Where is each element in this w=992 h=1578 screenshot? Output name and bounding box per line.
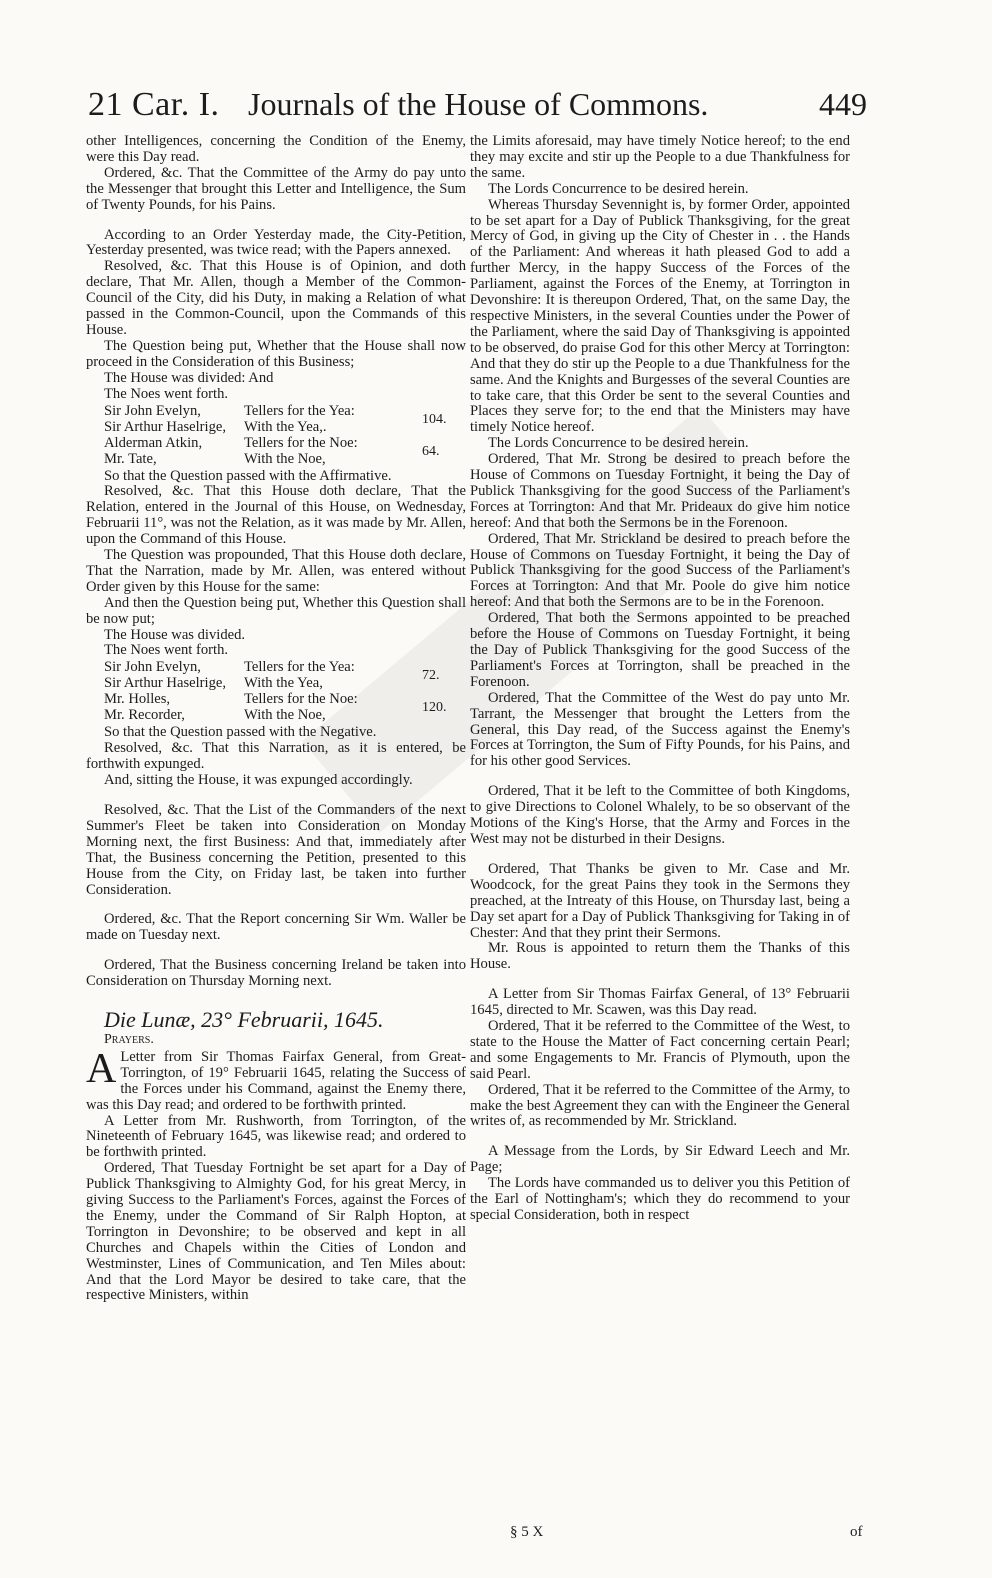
- paragraph: So that the Question passed with the Affirmative.: [104, 467, 392, 484]
- paragraph: Ordered, That both the Sermons appointed to be preached before the House of Commons on Tuesday Fortnight, it being the Day of Publick Thanksgiving for the good Success of the Parliament's Forces at Torrington, shall be preached in the Forenoon.: [470, 610, 850, 690]
- paragraph: And, sitting the House, it was expunged accordingly.: [104, 772, 413, 789]
- paragraph-text: Letter from Sir Thomas Fairfax General, from Great-Torrington, of 19° Februarii 1645, relating the Success of the Forces under his Command, against the Enemy there, was this Day read; and ordered to be forthwith printed.: [86, 1048, 466, 1113]
- division-tellers: [104, 404, 466, 468]
- paragraph: Resolved, &c. That this House doth declare, That the Relation, entered in the Journal of this House, on Wednesday, Februarii 11°, was not the Relation, as it was made by Mr. Allen, upon the Command of this House.: [86, 483, 466, 548]
- paragraph: Ordered, That the Business concerning Ireland be taken into Consideration on Thursday Morning next.: [86, 957, 466, 990]
- teller-name: Sir Arthur Haselrige,: [104, 675, 226, 692]
- journal-title: Journals of the House of Commons.: [248, 86, 709, 122]
- vote-count-noe: 120.: [422, 700, 447, 716]
- teller-role: Tellers for the Noe:: [244, 434, 358, 451]
- vote-count-yea: 104.: [422, 411, 447, 427]
- paragraph: A Letter from Mr. Rushworth, from Torrington, of the Nineteenth of February 1645, was likewise read; and ordered to be forthwith printed.: [86, 1112, 466, 1161]
- paragraph: the Limits aforesaid, may have timely Notice hereof; to the end they may excite and stir up the People to a due Thankfulness for the same.: [470, 133, 850, 181]
- vote-count-noe: 64.: [422, 443, 440, 459]
- paragraph: Mr. Rous is appointed to return them the Thanks of this House.: [470, 940, 850, 973]
- paragraph: Ordered, &c. That the Report concerning Sir Wm. Waller be made on Tuesday next.: [86, 911, 466, 944]
- vote-count-yea: 72.: [422, 668, 440, 684]
- page-number: 449: [819, 86, 867, 122]
- paragraph: And then the Question being put, Whether this Question shall be now put;: [86, 594, 466, 627]
- paragraph: The Question was propounded, That this House doth declare, That the Narration, made by Mr. Allen, was entered without Order given by this House for the same:: [86, 547, 466, 595]
- paragraph: Ordered, That Thanks be given to Mr. Case and Mr. Woodcock, for the great Pains they took in the Sermons they preached, at the Intreaty of this House, on Thursday last, being a Day set apart for a Day of Publick Thanksgiving for Taking in of Chester: And that they print their Sermons.: [470, 860, 850, 941]
- catchword: of: [850, 1524, 863, 1540]
- day-heading: Die Lunæ, 23° Februarii, 1645.: [104, 1007, 384, 1033]
- reign-label: 21 Car. I.: [88, 86, 220, 123]
- paragraph: Ordered, That it be referred to the Committee of the West, to state to the House the Matter of Fact concerning certain Pearl; and some Engagements to Mr. Francis of Plymouth, upon the said Pearl.: [470, 1018, 850, 1082]
- signature-mark: § 5 X: [510, 1524, 544, 1540]
- teller-role: Tellers for the Noe:: [244, 691, 358, 708]
- teller-role: With the Yea,.: [244, 418, 327, 435]
- paragraph: other Intelligences, concerning the Condition of the Enemy, were this Day read.: [86, 133, 466, 165]
- paragraph: The Lords Concurrence to be desired herein.: [488, 180, 749, 197]
- teller-role: Tellers for the Yea:: [244, 659, 355, 676]
- prayers-heading: Prayers.: [104, 1031, 154, 1047]
- paragraph: The House was divided.: [104, 626, 246, 643]
- paragraph: The Lords have commanded us to deliver you this Petition of the Earl of Nottingham's; which they do recommend to your special Consideration, both in respect: [470, 1175, 850, 1223]
- teller-name: Alderman Atkin,: [104, 434, 203, 451]
- paragraph: Ordered, That Tuesday Fortnight be set apart for a Day of Publick Thanksgiving to Almighty God, for his great Mercy, in giving Success to the Parliament's Forces, against the Forces of the Enemy, under the Command of Sir Ralph Hopton, at Torrington in Devonshire; to be observed and kept in all Churches and Chapels within the Cities of London and Westminster, Lines of Communication, and Ten Miles about: And that the Lord Mayor be desired to take care, that the respective Ministers, within: [86, 1160, 466, 1304]
- paragraph: Ordered, That the Committee of the West do pay unto Mr. Tarrant, the Messenger that brought the Letters from the General, this Day read, of the Success against the Enemy's Forces at Torrington, the Sum of Fifty Pounds, for his Pains, and for his other good Services.: [470, 689, 850, 770]
- drop-capital: A: [86, 1045, 117, 1092]
- paragraph: The Lords Concurrence to be desired herein.: [488, 435, 749, 452]
- teller-role: With the Noe,: [244, 707, 326, 724]
- paragraph: Ordered, That it be left to the Committee of both Kingdoms, to give Directions to Colonel Whalely, to be so observant of the Motions of the King's Horse, that the Army and Forces in the West may not be disturbed in their Designs.: [470, 783, 850, 847]
- teller-role: With the Yea,: [244, 675, 323, 692]
- paragraph: According to an Order Yesterday made, the City-Petition, Yesterday presented, was twice read; with the Papers annexed.: [86, 226, 466, 259]
- paragraph: Ordered, &c. That the Committee of the Army do pay unto the Messenger that brought this Letter and Intelligence, the Sum of Twenty Pounds, for his Pains.: [86, 164, 466, 213]
- paragraph: Resolved, &c. That the List of the Commanders of the next Summer's Fleet be taken into Consideration on Monday Morning next, the first Business: And that, immediately after That, the Business concerning the Petition, presented to this House from the City, on Friday last, be taken into further Consideration.: [86, 802, 466, 898]
- paragraph: [86, 1045, 466, 1114]
- division-tellers: [104, 660, 466, 724]
- paragraph: Ordered, That it be referred to the Committee of the Army, to make the best Agreement they can with the Engineer the General writes of, as recommended by Mr. Strickland.: [470, 1081, 850, 1130]
- paragraph: The Question being put, Whether that the House shall now proceed in the Consideration of this Business;: [86, 337, 466, 370]
- teller-name: Mr. Holles,: [104, 691, 171, 708]
- paragraph: So that the Question passed with the Negative.: [104, 724, 377, 741]
- paragraph: A Message from the Lords, by Sir Edward Leech and Mr. Page;: [470, 1143, 850, 1176]
- paragraph: The Noes went forth.: [104, 642, 229, 659]
- teller-role: With the Noe,: [244, 450, 326, 467]
- teller-name: Sir John Evelyn,: [104, 402, 201, 419]
- teller-name: Mr. Recorder,: [104, 707, 185, 724]
- paragraph: A Letter from Sir Thomas Fairfax General, of 13° Februarii 1645, directed to Mr. Scawen, was this Day read.: [470, 986, 850, 1019]
- teller-name: Sir Arthur Haselrige,: [104, 418, 226, 435]
- page-header: [88, 86, 867, 130]
- right-column: [470, 134, 850, 1224]
- teller-role: Tellers for the Yea:: [244, 402, 355, 419]
- teller-name: Sir John Evelyn,: [104, 659, 201, 676]
- paragraph: Ordered, That Mr. Strickland be desired to preach before the House of Commons on Tuesday Fortnight, it being the Day of Publick Thanksgiving for the good Success of the Parliament's Forces at Torrington: And that Mr. Poole do give him notice hereof: And that both the Sermons are to be in the Forenoon.: [470, 530, 850, 611]
- paragraph: The Noes went forth.: [104, 385, 229, 402]
- paragraph: Ordered, That Mr. Strong be desired to preach before the House of Commons on Tuesday Fortnight, it being the Day of Publick Thanksgiving for the good Success of the Parliament's Forces at Torrington: And that Mr. Prideaux do give him notice hereof: And that both the Sermons be in the Forenoon.: [470, 451, 850, 531]
- paragraph: Resolved, &c. That this House is of Opinion, and doth declare, That Mr. Allen, though a Member of the Common-Council of the City, did his Duty, in making a Relation of what passed in the Common-Council, upon the Commands of this House.: [86, 258, 466, 338]
- teller-name: Mr. Tate,: [104, 450, 157, 467]
- paragraph: Resolved, &c. That this Narration, as it is entered, be forthwith expunged.: [86, 740, 466, 773]
- left-column: [86, 134, 466, 1304]
- paragraph: Whereas Thursday Sevennight is, by former Order, appointed to be set apart for a Day of Publick Thanksgiving, for the great Mercy of God, in giving up the City of Chester in . . the Hands of the Parliament: And whereas it hath pleased God to add a further Mercy, in the happy Success of the Forces of the Parliament, against the Forces of the Enemy, at Torrington in Devonshire: It is thereupon Ordered, That, on the same Day, the respective Ministers, in the several Counties under the Power of the Parliament, where the said Day of Thanksgiving is appointed to be observed, do praise God for this other Mercy at Torrington: And that they do stir up the People to a due Thankfulness for the same. And the Knights and Burgesses of the several Counties are to take care, that this Order be sent to the several Counties and Places they serve for; to the end that the Ministers may have timely Notice hereof.: [470, 196, 850, 436]
- paragraph: The House was divided: And: [104, 369, 274, 386]
